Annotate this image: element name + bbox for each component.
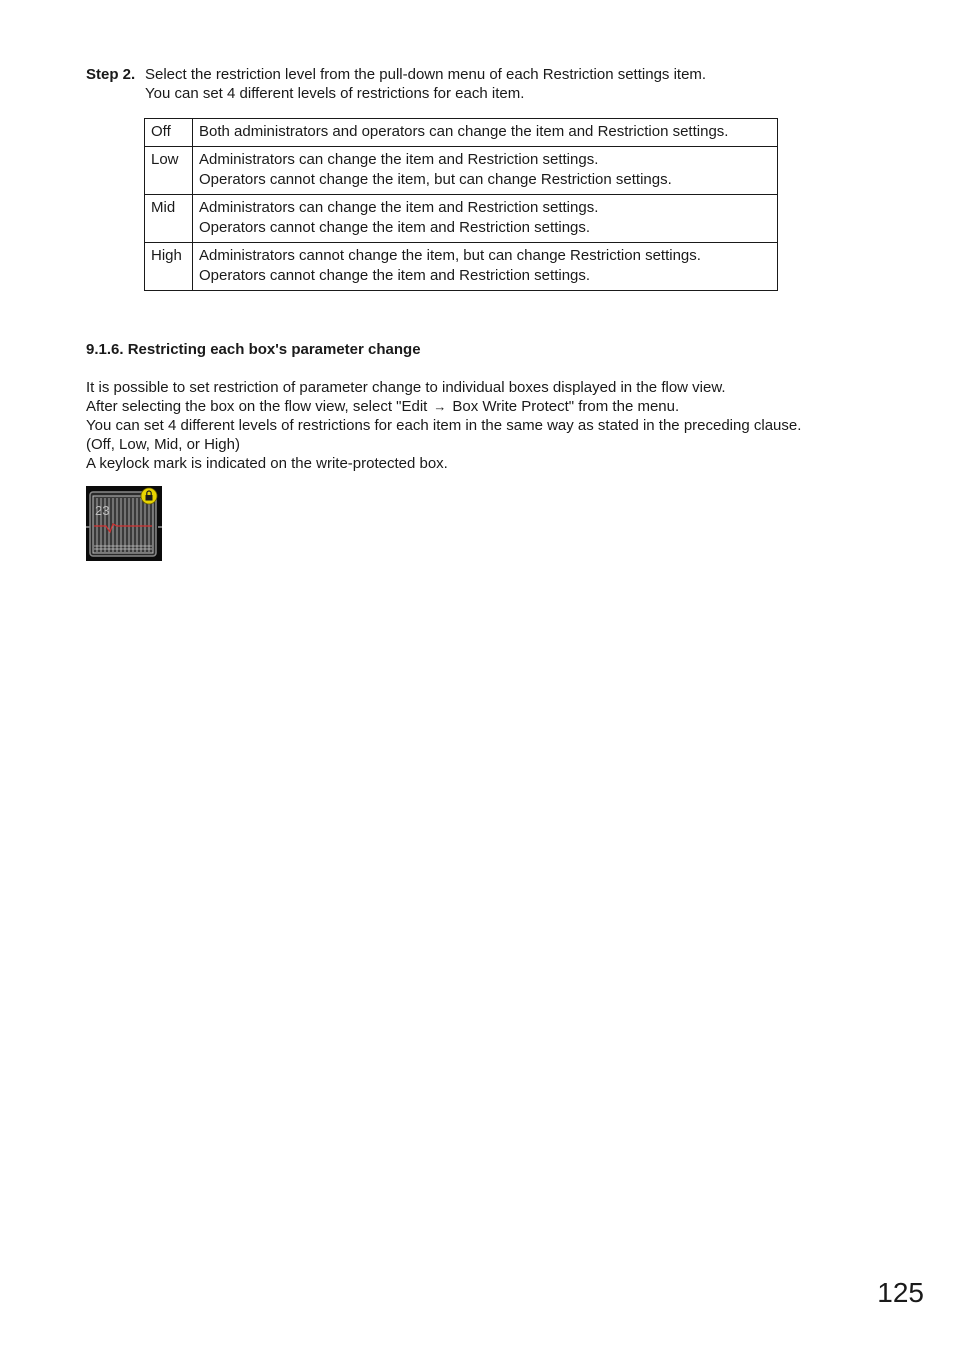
section-body [86,378,886,473]
description-line: Administrators can change the item and Restriction settings. [199,199,599,216]
paragraph-4: (Off, Low, Mid, or High) [86,436,240,453]
table-row [145,119,778,147]
paragraph-2-after: Box Write Protect" from the menu. [452,398,680,415]
flow-box-graphic [86,486,162,561]
step-text [145,65,706,103]
description-cell [193,147,778,195]
level-cell: Mid [145,195,193,243]
description-line: Operators cannot change the item, but can change Restriction settings. [199,171,672,188]
table-row [145,147,778,195]
description-cell [193,195,778,243]
description-line: Operators cannot change the item and Restriction settings. [199,267,591,284]
step-line-2: You can set 4 different levels of restrictions for each item. [145,85,525,102]
level-cell: Low [145,147,193,195]
keylock-icon [141,488,157,504]
restriction-levels-table [144,118,778,291]
table-row [145,195,778,243]
description-cell [193,243,778,291]
paragraph-2-before: After selecting the box on the flow view, select "Edit [86,398,428,415]
section-title: 9.1.6. Restricting each box's parameter change [86,341,421,358]
arrow-right-icon: → [433,399,447,414]
description-line: Both administrators and operators can change the item and Restriction settings. [199,123,729,140]
paragraph-2 [86,397,886,416]
write-protected-box-image [86,486,162,561]
paragraph-1: It is possible to set restriction of parameter change to individual boxes displayed in the flow view. [86,379,726,396]
paragraph-3: You can set 4 different levels of restrictions for each item in the same way as stated in the preceding clause. [86,417,802,434]
level-cell: Off [145,119,193,147]
table-row [145,243,778,291]
page-number: 125 [877,1277,924,1308]
description-line: Administrators cannot change the item, but can change Restriction settings. [199,247,701,264]
step-label: Step 2. [86,66,136,83]
paragraph-5: A keylock mark is indicated on the write-protected box. [86,455,448,472]
description-cell [193,119,778,147]
step-line-1: Select the restriction level from the pull-down menu of each Restriction settings item. [145,66,707,83]
description-line: Operators cannot change the item and Restriction settings. [199,219,591,236]
description-line: Administrators can change the item and Restriction settings. [199,151,599,168]
box-number: 23 [95,503,110,518]
level-cell: High [145,243,193,291]
